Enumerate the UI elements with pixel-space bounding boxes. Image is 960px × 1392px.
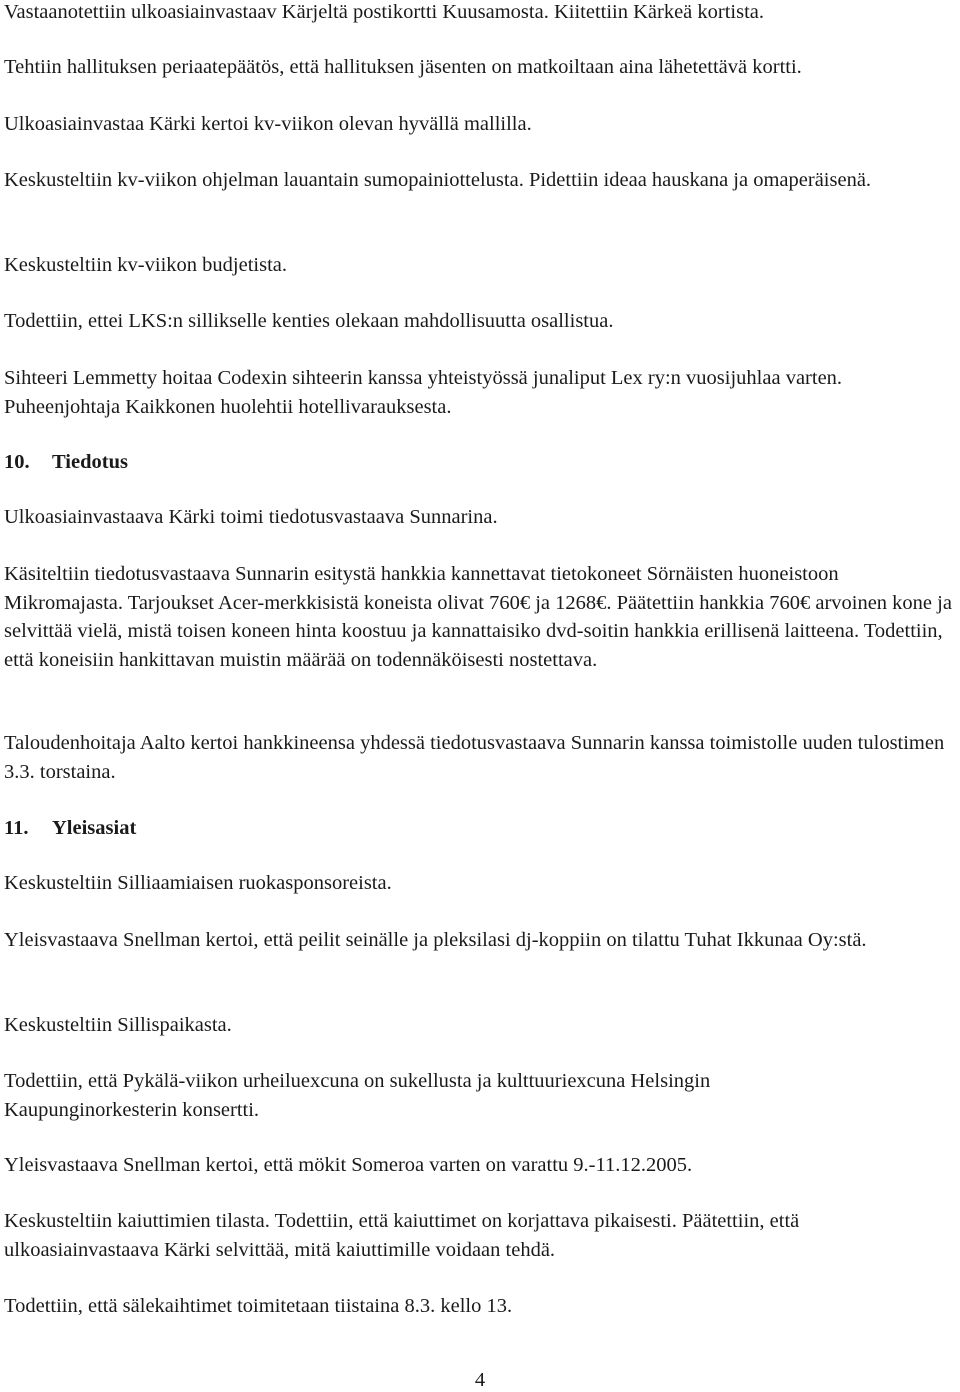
paragraph: Sihteeri Lemmetty hoitaa Codexin sihteerin kanssa yhteistyössä junaliput Lex ry:n vuosijuhlaa varten. Puheenjohtaja Kaikkonen huolehtii hotellivarauksesta. xyxy=(4,367,843,418)
section-title: Tiedotus xyxy=(52,451,128,473)
paragraph: Todettiin, että sälekaihtimet toimitetaan tiistaina 8.3. kello 13. xyxy=(4,1295,513,1317)
paragraph: Keskusteltiin kaiuttimien tilasta. Todettiin, että kaiuttimet on korjattava pikaisesti. Päätettiin, että ulkoasiainvastaava Kärki selvittää, mitä kaiuttimille voidaan tehdä. xyxy=(4,1210,800,1261)
paragraph: Keskusteltiin kv-viikon ohjelman lauantain sumopainiottelusta. Pidettiin ideaa hauskana ja omaperäisenä. xyxy=(4,169,872,191)
paragraph: Ulkoasiainvastaa Kärki kertoi kv-viikon olevan hyvällä mallilla. xyxy=(4,113,532,135)
section-number: 11. xyxy=(4,817,29,839)
paragraph: Yleisvastaava Snellman kertoi, että mökit Someroa varten on varattu 9.-11.12.2005. xyxy=(4,1154,693,1176)
paragraph: Vastaanotettiin ulkoasiainvastaav Kärjeltä postikortti Kuusamosta. Kiitettiin Kärkeä kortista. xyxy=(4,1,765,23)
paragraph: Todettiin, ettei LKS:n sillikselle kenties olekaan mahdollisuutta osallistua. xyxy=(4,310,614,332)
paragraph: Keskusteltiin kv-viikon budjetista. xyxy=(4,254,287,276)
paragraph: Todettiin, että Pykälä-viikon urheiluexcuna on sukellusta ja kulttuuriexcuna Helsingin Kaupunginorkesterin konsertti. xyxy=(4,1070,711,1121)
section-number: 10. xyxy=(4,451,30,473)
paragraph: Käsiteltiin tiedotusvastaava Sunnarin esitystä hankkia kannettavat tietokoneet Sörnäisten huoneistoon Mikromajasta. Tarjoukset Acer-merkkisistä koneista olivat 760€ ja 1268€. Päätettiin hankkia 760€ arvoinen kone ja selvittää vielä, mistä toisen koneen hinta koostuu ja kannattaisiko dvd-soitin hankkia erillisenä laitteena. Todettiin, että koneisiin hankittavan muistin määrää on todennäköisesti nostettava. xyxy=(4,563,952,671)
paragraph: Keskusteltiin Sillispaikasta. xyxy=(4,1014,232,1036)
paragraph: Yleisvastaava Snellman kertoi, että peilit seinälle ja pleksilasi dj-koppiin on tilattu Tuhat Ikkunaa Oy:stä. xyxy=(4,929,867,951)
paragraph: Tehtiin hallituksen periaatepäätös, että hallituksen jäsenten on matkoiltaan aina lähetettävä kortti. xyxy=(4,56,802,78)
paragraph: Keskusteltiin Silliaamiaisen ruokasponsoreista. xyxy=(4,872,392,894)
paragraph: Ulkoasiainvastaava Kärki toimi tiedotusvastaava Sunnarina. xyxy=(4,506,498,528)
section-heading xyxy=(4,814,136,843)
paragraph: Taloudenhoitaja Aalto kertoi hankkineensa yhdessä tiedotusvastaava Sunnarin kanssa toimistolle uuden tulostimen 3.3. torstaina. xyxy=(4,732,945,783)
page-number: 4 xyxy=(474,1369,486,1391)
section-title: Yleisasiat xyxy=(52,817,137,839)
section-heading xyxy=(4,448,128,477)
